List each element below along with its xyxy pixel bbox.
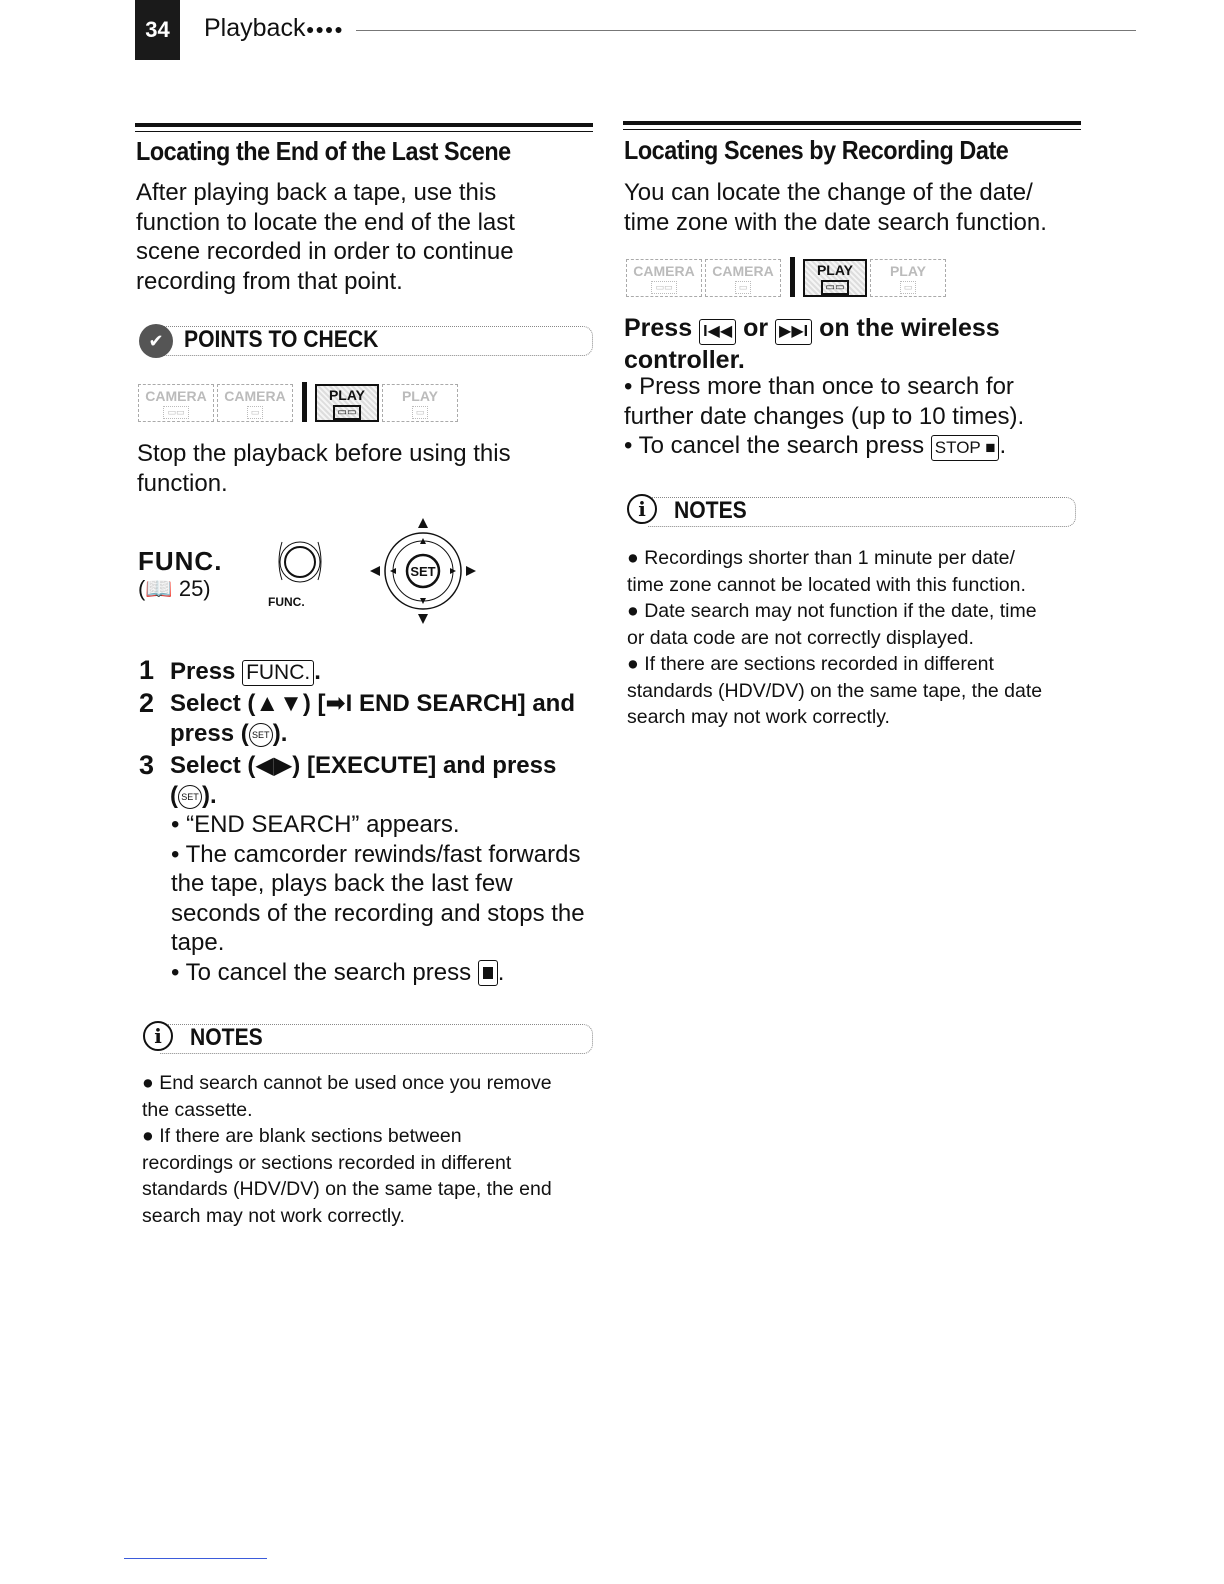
left-heading: Locating the End of the Last Scene — [136, 136, 511, 166]
step-3-number: 3 — [139, 750, 155, 780]
stop-button-icon — [478, 960, 498, 986]
right-bullets: • Press more than once to search for further date changes (up to 10 times). • To cancel the search press STOP ■ . — [624, 373, 1025, 459]
stop-key: STOP ■ — [931, 435, 1000, 461]
step-3-text: Select (◀▶) [EXECUTE] and press ( SET ). — [170, 752, 557, 809]
left-heading-rule — [135, 123, 593, 132]
right-press-instruction: Press I◀◀ or ▶▶I on the wireless controller. — [624, 314, 1000, 374]
step-2-number: 2 — [139, 688, 155, 718]
joystick-icon — [366, 514, 480, 628]
footer-rule — [124, 1558, 267, 1559]
step-2-text: Select (▲▼) [➡I END SEARCH] and press ( SET ). — [170, 690, 575, 747]
step-3-bullets: • “END SEARCH” appears. • The camcorder rewinds/fast forwards the tape, plays back the last few seconds of the recording and stops the tape. • To cancel the search press . — [171, 811, 585, 986]
mode-play-tape: PLAY ▭▭ — [803, 259, 867, 297]
right-intro: You can locate the change of the date/ time zone with the date search function. — [624, 179, 1047, 236]
skip-forward-key: ▶▶I — [775, 319, 812, 345]
left-intro: After playing back a tape, use this function to locate the end of the last scene recorded in order to continue recording from that point. — [136, 179, 515, 295]
set-button-icon: SET — [249, 723, 273, 747]
func-key: FUNC. — [242, 660, 314, 686]
set-button-icon: SET — [178, 785, 202, 809]
func-page-ref: (📖 25) — [138, 576, 211, 601]
mode-camera-card: CAMERA ▭ — [705, 259, 781, 297]
mode-play-tape: PLAY ▭▭ — [315, 384, 379, 422]
mode-play-card: PLAY ▭ — [870, 259, 946, 297]
left-mode-indicator — [138, 382, 461, 422]
skip-back-key: I◀◀ — [699, 319, 736, 345]
step-1-number: 1 — [139, 655, 155, 685]
set-caption: SET — [410, 564, 436, 579]
right-notes-title: NOTES — [674, 497, 747, 524]
right-notes-list: ● Recordings shorter than 1 minute per date/ time zone cannot be located with this function. ● Date search may not function if the date, time or data code are not correctly displayed. ● If there are sections recorded in different standards (HDV/DV) on the same tape, the date search may not work correctly. — [627, 547, 1043, 728]
info-icon: i — [627, 494, 657, 524]
mode-camera-tape: CAMERA ▭▭ — [626, 259, 702, 297]
mode-separator — [790, 257, 795, 297]
info-icon: i — [143, 1021, 173, 1051]
mode-separator — [302, 382, 307, 422]
func-button-caption: FUNC. — [268, 595, 305, 609]
points-to-check-title: POINTS TO CHECK — [184, 326, 379, 353]
section-title: Playback — [204, 14, 306, 42]
stop-playback-text: Stop the playback before using this function. — [137, 440, 511, 497]
mode-camera-card: CAMERA ▭ — [217, 384, 293, 422]
right-heading: Locating Scenes by Recording Date — [624, 135, 1009, 165]
left-notes-list: ● End search cannot be used once you remove the cassette. ● If there are blank sections between recordings or sections recorded in different standards (HDV/DV) on the same tape, the end search may not work correctly. — [142, 1072, 552, 1227]
mode-play-card: PLAY ▭ — [382, 384, 458, 422]
step-1-text: Press FUNC. . — [170, 658, 321, 685]
checkmark-icon: ✔ — [139, 324, 173, 358]
left-notes-title: NOTES — [190, 1024, 263, 1051]
func-label: FUNC. — [138, 546, 223, 576]
mode-camera-tape: CAMERA ▭▭ — [138, 384, 214, 422]
page-number: 34 — [135, 0, 180, 60]
right-mode-indicator — [626, 257, 949, 297]
header-rule — [356, 30, 1136, 31]
section-dots: ●●●● — [306, 21, 344, 37]
right-heading-rule — [623, 121, 1081, 130]
